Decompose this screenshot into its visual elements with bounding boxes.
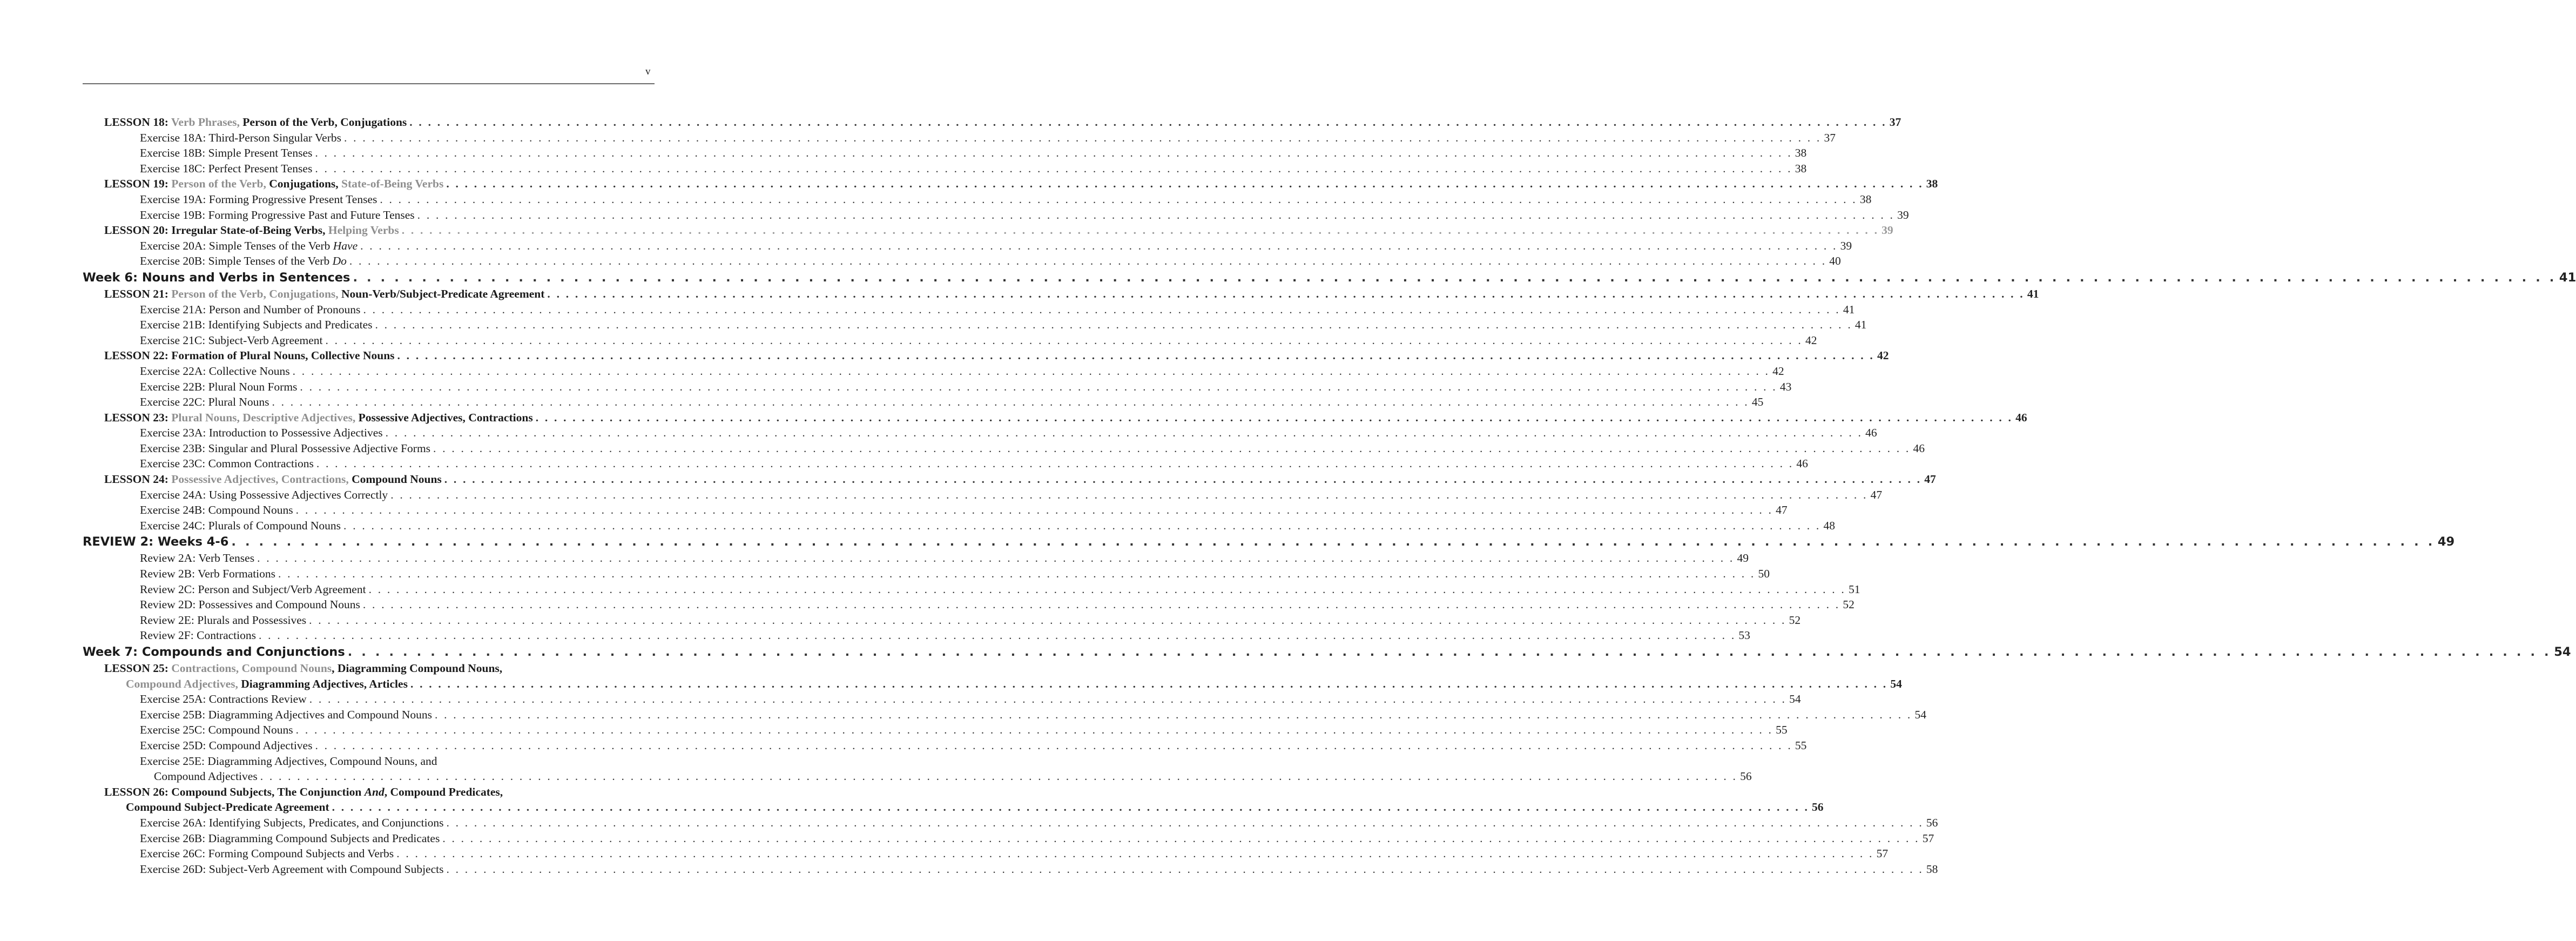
toc-title-segment: Exercise 24C: Plurals of Compound Nouns	[140, 519, 341, 532]
toc-entry-lesson[interactable]	[83, 472, 1936, 487]
toc-entry-title	[83, 533, 228, 550]
toc-page-number: 52	[1843, 598, 1855, 611]
toc-entry-ex[interactable]	[83, 487, 1883, 503]
toc-entry-title	[140, 846, 394, 862]
dot-leader: . . . . . . . . . . . . . . . . . . . . . . . . . . . . . . . . . . . . . . . . . . . . . . . . . . . . . . . . . . . . . . . . . . . . . . . . . . . . . . . . . . . . . . . . . . . . . . . . . . . . . . . . . . . . . . . . . . . . . . . . . . . . . . . . . . . . . . . . . . . . . . . . . . . . . . . . . . . . . . . .	[442, 831, 1920, 845]
toc-entry-ex[interactable]	[83, 831, 1934, 846]
toc-entry-week[interactable]	[83, 269, 2576, 286]
toc-title-segment: Review 2F: Contractions	[140, 629, 256, 642]
toc-page-number: 50	[1758, 567, 1770, 581]
dot-leader: . . . . . . . . . . . . . . . . . . . . . . . . . . . . . . . . . . . . . . . . . . . . . . . . . . . . . . . . . . . . . . . . . . . . . . . . . . . . . . . . . . . . . . . . . . . . . . . . . . . . . . . . . . . . . . . . . . . . . . . . . . . . . . . . . . . . . . . . . . . . . . . . . . . . . . . . . . . . . . . .	[258, 629, 1736, 642]
toc-page-number: 57	[1876, 847, 1889, 861]
toc-page-number: 47	[1924, 473, 1936, 486]
toc-page-number: 41	[1855, 318, 1867, 332]
toc-entry-title	[104, 176, 443, 192]
toc-entry-title	[104, 472, 442, 487]
toc-entry-title	[126, 799, 329, 815]
toc-entry-ex[interactable]	[83, 130, 1836, 146]
toc-page-number: 37	[1824, 131, 1836, 144]
toc-entry-title	[140, 582, 366, 597]
dot-leader: . . . . . . . . . . . . . . . . . . . . . . . . . . . . . . . . . . . . . . . . . . . . . . . . . . . . . . . . . . . . . . . . . . . . . . . . . . . . . . . . . . . . . . . . . . . . . . . . . . . . . . . . . . . . . . . . . . . . . . . . . . . . . . . . . . . . . . . . . . . . . . . . . . . . . . . . . . . . . . . .	[446, 177, 1924, 191]
dot-leader: . . . . . . . . . . . . . . . . . . . . . . . . . . . . . . . . . . . . . . . . . . . . . . . . . . . . . . . . . . . . . . . . . . . . . . . . . . . . . . . . . . . . . . . . . . . . . . . . . . . . . . . . . . . . . . . . . . . . . . . . . . . . . . . . . . . . . . . . . . . . . . . . . . . . . . . . . . . . . . . .	[300, 380, 1777, 393]
toc-page-number: 38	[1859, 192, 1872, 206]
toc-entry-title	[140, 707, 432, 723]
dot-leader: . . . . . . . . . . . . . . . . . . . . . . . . . . . . . . . . . . . . . . . . . . . . . . . . . . . . . . . . . . . . . . . . . . . . . . . . . . . . . . . . . . . . . . . . . . . . . . . . . . . . . . . . . . . . . . . . . . . . . . . . . . . . . . . . . . . . . . . . . . . . . . . . . . . . . . . . . . . . . . . .	[315, 146, 1792, 160]
toc-page-number: 54	[2554, 645, 2571, 659]
dot-leader: . . . . . . . . . . . . . . . . . . . . . . . . . . . . . . . . . . . . . . . . . . . . . . . . . . . . . . . . . . . . . . . . . . . . . . . . . . . . . . . . . . . . . . . . . . . . . . . . . . . . . . . . . . . . . . . . . . . . . . . . . . . . . . . . . . . . . . . . . . . . . . . . . . . . . . . . . . . . . . . .	[362, 598, 1840, 611]
toc-title-segment: Exercise 26A: Identifying Subjects, Predicates, and Conjunctions	[140, 816, 444, 829]
toc-page-number: 54	[1890, 677, 1902, 690]
dot-leader: . . . . . . . . . . . . . . . . . . . . . . . . . . . . . . . . . . . . . . . . . . . . . . . . . . . . . . . . . . . . . . . . . . . . . . . . . . . . . . . . . . . . . . . . . . . . . . . . . . . . . . . . . . . . . . . . . . . . . . . . . . . . . . . . . . . . . . . . . . . . . . . . . . . . . . . . . . . . . . . .	[315, 738, 1792, 752]
toc-entry-ex[interactable]	[83, 425, 1877, 441]
toc-title-segment: Do	[332, 254, 347, 268]
toc-title-segment: , Compound Predicates,	[384, 785, 503, 798]
toc-title-segment: Week 7: Compounds and Conjunctions	[83, 645, 345, 659]
toc-entry-ex[interactable]	[83, 566, 1770, 582]
toc-entry-lesson[interactable]	[83, 286, 2039, 302]
toc-title-segment: Review 2D: Possessives and Compound Nouns	[140, 598, 360, 611]
dot-leader: . . . . . . . . . . . . . . . . . . . . . . . . . . . . . . . . . . . . . . . . . . . . . . . . . . . . . . . . . . . . . . . . . . . . . . . . . . . . . . . . . . . . . . . . . . . . . . . . . . . . . . . . . . . . . . . . . . . . . . . . . . . . . . . . . . . . . . . . . . . . . . . . . . . . . . . . . . . . . . . .	[349, 254, 1827, 268]
toc-title-segment: Have	[333, 239, 358, 252]
toc-page-number: 47	[1870, 488, 1883, 501]
toc-entry-title	[140, 550, 254, 566]
toc-title-segment: Exercise 18C: Perfect Present Tenses	[140, 162, 313, 175]
toc-entry-title	[140, 738, 312, 754]
dot-leader: . . . . . . . . . . . . . . . . . . . . . . . . . . . . . . . . . . . . . . . . . . . . . . . . . . . . . . . . . . . . . . . . . . . . . . . . . . . . . . . . . . . . . . . . . . . . . . . . . . . . . . . . . . . . . . . . . . . . . . . . . . . . . . . . . . . . . . . . . . . . . . . . . . . . . . . . . . . . . . . .	[444, 473, 1922, 486]
toc-entry-week[interactable]	[83, 533, 2455, 550]
toc-title-segment: Exercise 22A: Collective Nouns	[140, 364, 290, 378]
toc-title-segment: Exercise 24B: Compound Nouns	[140, 503, 293, 517]
toc-page-number: 49	[2437, 535, 2455, 549]
toc-title-segment: LESSON 20: Irregular State-of-Being Verbs,	[104, 224, 328, 237]
toc-page-number: 38	[1795, 162, 1807, 175]
toc-entry-title	[83, 643, 345, 661]
dot-leader: . . . . . . . . . . . . . . . . . . . . . . . . . . . . . . . . . . . . . . . . . . . . . . . . . . . . . . . . . . . . . . . . . . . . . . . . . . . . . . . . . . . . . . . . . . . . . . . . . . . . . . . . . . . . . . . . . . . . . . . . . . . . . . . . . . . . . . . . . . . . . . . . . . . . . . . . . . . . . . . .	[353, 270, 2557, 285]
toc-entry-lesson[interactable]	[83, 348, 1889, 364]
toc-entry-ex[interactable]	[83, 815, 1938, 831]
toc-entry-title	[140, 628, 256, 643]
toc-entry-lesson[interactable]	[83, 410, 2027, 426]
toc-entry-ex[interactable]	[83, 550, 1749, 566]
toc-title-segment: Verb Phrases,	[171, 116, 243, 129]
dot-leader: . . . . . . . . . . . . . . . . . . . . . . . . . . . . . . . . . . . . . . . . . . . . . . . . . . . . . . . . . . . . . . . . . . . . . . . . . . . . . . . . . . . . . . . . . . . . . . . . . . . . . . . . . . . . . . . . . . . . . . . . . . . . . . . . . . . . . . . . . . . . . . . . . . . . . . . . . . . . . . . .	[344, 131, 1822, 144]
toc-page-number: 39	[1882, 224, 1893, 237]
toc-entry-title	[140, 333, 323, 348]
toc-title-segment: Exercise 26B: Diagramming Compound Subjects and Predicates	[140, 831, 440, 845]
toc-page-number: 46	[1913, 441, 1925, 455]
toc-entry-title	[140, 566, 275, 582]
toc-title-segment: LESSON 19:	[104, 177, 172, 191]
toc-page-number: 53	[1738, 629, 1750, 642]
toc-entry-ex[interactable]	[83, 862, 1938, 877]
toc-title-segment: LESSON 21:	[104, 287, 172, 300]
table-of-contents	[83, 115, 2576, 877]
toc-title-segment: Compound Adjectives,	[126, 677, 241, 690]
toc-entry-ex[interactable]	[83, 238, 1852, 254]
toc-entry-title	[126, 676, 408, 692]
toc-title-segment: Exercise 20A: Simple Tenses of the Verb	[140, 239, 333, 252]
toc-entry-title	[140, 613, 306, 628]
toc-entry-ex[interactable]	[83, 333, 1817, 348]
toc-entry-ex[interactable]	[83, 317, 1867, 333]
toc-entry-lesson[interactable]	[83, 784, 655, 800]
dot-leader: . . . . . . . . . . . . . . . . . . . . . . . . . . . . . . . . . . . . . . . . . . . . . . . . . . . . . . . . . . . . . . . . . . . . . . . . . . . . . . . . . . . . . . . . . . . . . . . . . . . . . . . . . . . . . . . . . . . . . . . . . . . . . . . . . . . . . . . . . . . . . . . . . . . . . . . . . . . . . . . .	[309, 693, 1787, 706]
toc-page-number: 55	[1776, 723, 1788, 737]
toc-entry-title	[104, 115, 407, 130]
dot-leader: . . . . . . . . . . . . . . . . . . . . . . . . . . . . . . . . . . . . . . . . . . . . . . . . . . . . . . . . . . . . . . . . . . . . . . . . . . . . . . . . . . . . . . . . . . . . . . . . . . . . . . . . . . . . . . . . . . . . . . . . . . . . . . . . . . . . . . . . . . . . . . . . . . . . . . . . . . . . . . . .	[325, 333, 1803, 347]
toc-entry-title	[140, 317, 372, 333]
toc-entry-lesson-cont[interactable]	[83, 799, 1824, 815]
toc-page-number: 56	[1926, 816, 1938, 829]
toc-entry-title	[104, 348, 395, 364]
toc-page-number: 46	[2015, 411, 2027, 424]
toc-entry-title	[140, 722, 293, 738]
dot-leader: . . . . . . . . . . . . . . . . . . . . . . . . . . . . . . . . . . . . . . . . . . . . . . . . . . . . . . . . . . . . . . . . . . . . . . . . . . . . . . . . . . . . . . . . . . . . . . . . . . . . . . . . . . . . . . . . . . . . . . . . . . . . . . . . . . . . . . . . . . . . . . . . . . . . . . . . . . . . . . . .	[397, 349, 1874, 362]
toc-title-segment: Exercise 20B: Simple Tenses of the Verb	[140, 254, 333, 268]
toc-title-segment: Exercise 22C: Plural Nouns	[140, 395, 269, 409]
toc-title-segment: Review 2A: Verb Tenses	[140, 552, 255, 565]
toc-entry-title	[104, 286, 544, 302]
toc-entry-ex-cont[interactable]	[83, 769, 1752, 784]
toc-title-segment: Exercise 23C: Common Contractions	[140, 457, 314, 470]
dot-leader: . . . . . . . . . . . . . . . . . . . . . . . . . . . . . . . . . . . . . . . . . . . . . . . . . . . . . . . . . . . . . . . . . . . . . . . . . . . . . . . . . . . . . . . . . . . . . . . . . . . . . . . . . . . . . . . . . . . . . . . . . . . . . . . . . . . . . . . . . . . . . . . . . . . . . . . . . . . . . . . .	[343, 519, 1821, 532]
toc-entry-title	[140, 130, 341, 146]
toc-entry-ex[interactable]	[83, 628, 1750, 643]
toc-title-segment: Exercise 22B: Plural Noun Forms	[140, 380, 298, 393]
dot-leader: . . . . . . . . . . . . . . . . . . . . . . . . . . . . . . . . . . . . . . . . . . . . . . . . . . . . . . . . . . . . . . . . . . . . . . . . . . . . . . . . . . . . . . . . . . . . . . . . . . . . . . . . . . . . . . . . . . . . . . . . . . . . . . . . . . . . . . . . . . . . . . . . . . . . . . . . . . . . . . . .	[315, 162, 1792, 175]
toc-title-segment: Review 2E: Plurals and Possessives	[140, 613, 307, 627]
toc-entry-title	[140, 192, 377, 207]
toc-entry-ex[interactable]	[83, 456, 1808, 472]
toc-page-number: 41	[2559, 270, 2576, 285]
toc-entry-title	[104, 410, 533, 426]
toc-title-segment: And	[364, 785, 385, 798]
toc-entry-title	[140, 691, 307, 707]
toc-title-segment: Exercise 25B: Diagramming Adjectives and Compound Nouns	[140, 708, 432, 721]
toc-entry-title	[140, 502, 293, 518]
toc-entry-title	[140, 815, 443, 831]
toc-title-segment: REVIEW 2: Weeks 4-6	[83, 535, 229, 549]
toc-page-number: 58	[1926, 862, 1938, 876]
toc-title-segment: Exercise 23B: Singular and Plural Possessive Adjective Forms	[140, 441, 431, 455]
toc-page-number: 56	[1740, 770, 1752, 783]
toc-title-segment: Exercise 23A: Introduction to Possessive Adjectives	[140, 426, 383, 440]
dot-leader: . . . . . . . . . . . . . . . . . . . . . . . . . . . . . . . . . . . . . . . . . . . . . . . . . . . . . . . . . . . . . . . . . . . . . . . . . . . . . . . . . . . . . . . . . . . . . . . . . . . . . . . . . . . . . . . . . . . . . . . . . . . . . . . . . . . . . . . . . . . . . . . . . . . . . . . . . . . . . . . .	[535, 411, 2013, 424]
toc-entry-title	[140, 597, 360, 613]
toc-entry-ex[interactable]	[83, 502, 1788, 518]
dot-leader: . . . . . . . . . . . . . . . . . . . . . . . . . . . . . . . . . . . . . . . . . . . . . . . . . . . . . . . . . . . . . . . . . . . . . . . . . . . . . . . . . . . . . . . . . . . . . . . . . . . . . . . . . . . . . . . . . . . . . . . . . . . . . . . . . . . . . . . . . . . . . . . . . . . . . . . . . . . . . . . .	[260, 770, 1738, 783]
toc-title-segment: Exercise 25A: Contractions Review	[140, 693, 307, 706]
toc-entry-title	[140, 161, 312, 177]
toc-title-segment: Helping Verbs	[328, 224, 399, 237]
toc-page-number: 46	[1796, 457, 1808, 470]
toc-title-segment: Possessive Adjectives, Contractions,	[171, 473, 352, 486]
toc-title-segment: Exercise 25D: Compound Adjectives	[140, 738, 313, 752]
dot-leader: . . . . . . . . . . . . . . . . . . . . . . . . . . . . . . . . . . . . . . . . . . . . . . . . . . . . . . . . . . . . . . . . . . . . . . . . . . . . . . . . . . . . . . . . . . . . . . . . . . . . . . . . . . . . . . . . . . . . . . . . . . . . . . . . . . . . . . . . . . . . . . . . . . . . . . . . . . . . . . . .	[278, 567, 1756, 581]
toc-title-segment: Exercise 21B: Identifying Subjects and Predicates	[140, 318, 373, 332]
toc-entry-ex[interactable]	[83, 738, 1807, 754]
toc-page-number: 38	[1926, 177, 1938, 191]
toc-title-segment: Plural Nouns, Descriptive Adjectives,	[171, 411, 359, 424]
toc-entry-title	[140, 862, 443, 877]
toc-entry-lesson[interactable]	[83, 176, 1938, 192]
toc-entry-title	[140, 253, 347, 269]
toc-entry-lesson[interactable]	[83, 115, 1901, 130]
toc-entry-ex[interactable]	[83, 441, 1925, 456]
toc-title-segment: Exercise 24A: Using Possessive Adjectives Correctly	[140, 488, 388, 501]
toc-entry-ex[interactable]	[83, 846, 1889, 862]
toc-page-number: 37	[1889, 116, 1901, 129]
toc-entry-title	[140, 456, 314, 472]
toc-page-number: 46	[1865, 426, 1877, 440]
toc-title-segment: LESSON 25:	[104, 662, 172, 675]
toc-entry-ex[interactable]	[83, 379, 1792, 395]
dot-leader: . . . . . . . . . . . . . . . . . . . . . . . . . . . . . . . . . . . . . . . . . . . . . . . . . . . . . . . . . . . . . . . . . . . . . . . . . . . . . . . . . . . . . . . . . . . . . . . . . . . . . . . . . . . . . . . . . . . . . . . . . . . . . . . . . . . . . . . . . . . . . . . . . . . . . . . . . . . . . . . .	[390, 488, 1868, 501]
toc-entry-lesson[interactable]	[83, 223, 1893, 238]
toc-page-number: 39	[1897, 208, 1909, 221]
toc-title-segment: State-of-Being Verbs	[341, 177, 444, 191]
toc-entry-title	[104, 661, 502, 676]
toc-entry-title	[154, 769, 258, 784]
page-number: v	[645, 66, 651, 77]
toc-page-number: 54	[1789, 693, 1801, 706]
toc-page-number: 52	[1789, 613, 1801, 627]
dot-leader: . . . . . . . . . . . . . . . . . . . . . . . . . . . . . . . . . . . . . . . . . . . . . . . . . . . . . . . . . . . . . . . . . . . . . . . . . . . . . . . . . . . . . . . . . . . . . . . . . . . . . . . . . . . . . . . . . . . . . . . . . . . . . . . . . . . . . . . . . . . . . . . . . . . . . . . . . . . . . . . .	[363, 303, 1840, 316]
toc-page-number: 41	[1843, 303, 1855, 316]
dot-leader: . . . . . . . . . . . . . . . . . . . . . . . . . . . . . . . . . . . . . . . . . . . . . . . . . . . . . . . . . . . . . . . . . . . . . . . . . . . . . . . . . . . . . . . . . . . . . . . . . . . . . . . . . . . . . . . . . . . . . . . . . . . . . . . . . . . . . . . . . . . . . . . . . . . . . . . . . . . . . . . .	[446, 816, 1924, 829]
toc-page-number: 38	[1795, 146, 1807, 160]
dot-leader: . . . . . . . . . . . . . . . . . . . . . . . . . . . . . . . . . . . . . . . . . . . . . . . . . . . . . . . . . . . . . . . . . . . . . . . . . . . . . . . . . . . . . . . . . . . . . . . . . . . . . . . . . . . . . . . . . . . . . . . . . . . . . . . . . . . . . . . . . . . . . . . . . . . . . . . . . . . . . . . .	[410, 677, 1888, 690]
toc-title-segment: LESSON 22: Formation of Plural Nouns, Collective Nouns	[104, 349, 395, 362]
toc-title-segment: Exercise 25E: Diagramming Adjectives, Compound Nouns, and	[140, 754, 437, 768]
toc-title-segment: , Diagramming Compound Nouns,	[332, 662, 503, 675]
toc-entry-ex[interactable]	[83, 207, 1909, 223]
toc-title-segment: Review 2B: Verb Formations	[140, 567, 276, 581]
dot-leader: . . . . . . . . . . . . . . . . . . . . . . . . . . . . . . . . . . . . . . . . . . . . . . . . . . . . . . . . . . . . . . . . . . . . . . . . . . . . . . . . . . . . . . . . . . . . . . . . . . . . . . . . . . . . . . . . . . . . . . . . . . . . . . . . . . . . . . . . . . . . . . . . . . . . . . . . . . . . . . . .	[401, 224, 1879, 237]
toc-page-number: 42	[1805, 333, 1817, 347]
toc-entry-ex[interactable]	[83, 722, 1788, 738]
dot-leader: . . . . . . . . . . . . . . . . . . . . . . . . . . . . . . . . . . . . . . . . . . . . . . . . . . . . . . . . . . . . . . . . . . . . . . . . . . . . . . . . . . . . . . . . . . . . . . . . . . . . . . . . . . . . . . . . . . . . . . . . . . . . . . . . . . . . . . . . . . . . . . . . . . . . . . . . . . . . . . . .	[435, 708, 1912, 721]
toc-title-segment: Diagramming Adjectives, Articles	[241, 677, 408, 690]
toc-title-segment: Exercise 25C: Compound Nouns	[140, 723, 293, 737]
toc-entry-lesson[interactable]	[83, 661, 655, 676]
toc-entry-ex[interactable]	[83, 145, 1807, 161]
toc-title-segment: Exercise 18A: Third-Person Singular Verbs	[140, 131, 342, 144]
toc-entry-title	[104, 223, 399, 238]
toc-entry-title	[140, 364, 290, 379]
toc-title-segment: Noun-Verb/Subject-Predicate Agreement	[341, 287, 545, 300]
dot-leader: . . . . . . . . . . . . . . . . . . . . . . . . . . . . . . . . . . . . . . . . . . . . . . . . . . . . . . . . . . . . . . . . . . . . . . . . . . . . . . . . . . . . . . . . . . . . . . . . . . . . . . . . . . . . . . . . . . . . . . . . . . . . . . . . . . . . . . . . . . . . . . . . . . . . . . . . . . . . . . . .	[417, 208, 1895, 221]
header-rule	[83, 83, 655, 84]
toc-entry-ex[interactable]	[83, 582, 1860, 597]
toc-page-number: 43	[1779, 380, 1792, 393]
toc-entry-title	[140, 754, 437, 769]
toc-page-number: 51	[1849, 582, 1860, 596]
toc-entry-title	[104, 784, 503, 800]
toc-page-number: 40	[1829, 254, 1841, 268]
toc-title-segment: Compound Nouns	[352, 473, 442, 486]
toc-entry-title	[140, 238, 358, 254]
toc-title-segment: Review 2C: Person and Subject/Verb Agreement	[140, 582, 366, 596]
toc-entry-title	[140, 207, 415, 223]
toc-title-segment: Person of the Verb, Conjugations,	[171, 287, 342, 300]
toc-entry-ex[interactable]	[83, 754, 655, 769]
toc-entry-ex[interactable]	[83, 707, 1926, 723]
toc-title-segment: Exercise 19B: Forming Progressive Past and Future Tenses	[140, 208, 415, 221]
toc-entry-title	[140, 394, 269, 410]
toc-entry-ex[interactable]	[83, 518, 1835, 534]
dot-leader: . . . . . . . . . . . . . . . . . . . . . . . . . . . . . . . . . . . . . . . . . . . . . . . . . . . . . . . . . . . . . . . . . . . . . . . . . . . . . . . . . . . . . . . . . . . . . . . . . . . . . . . . . . . . . . . . . . . . . . . . . . . . . . . . . . . . . . . . . . . . . . . . . . . . . . . . . . . . . . . .	[360, 239, 1838, 252]
toc-title-segment: LESSON 24:	[104, 473, 172, 486]
toc-title-segment: Contractions, Compound Nouns	[171, 662, 332, 675]
toc-entry-title	[140, 518, 341, 534]
toc-entry-title	[140, 302, 360, 318]
dot-leader: . . . . . . . . . . . . . . . . . . . . . . . . . . . . . . . . . . . . . . . . . . . . . . . . . . . . . . . . . . . . . . . . . . . . . . . . . . . . . . . . . . . . . . . . . . . . . . . . . . . . . . . . . . . . . . . . . . . . . . . . . . . . . . . . . . . . . . . . . . . . . . . . . . . . . . . . . . . . . . . .	[295, 503, 1773, 517]
dot-leader: . . . . . . . . . . . . . . . . . . . . . . . . . . . . . . . . . . . . . . . . . . . . . . . . . . . . . . . . . . . . . . . . . . . . . . . . . . . . . . . . . . . . . . . . . . . . . . . . . . . . . . . . . . . . . . . . . . . . . . . . . . . . . . . . . . . . . . . . . . . . . . . . . . . . . . . . . . . . . . . .	[547, 287, 2025, 300]
toc-entry-title	[140, 831, 440, 846]
toc-entry-title	[140, 379, 297, 395]
toc-page-number: 54	[1914, 708, 1926, 721]
toc-entry-ex[interactable]	[83, 161, 1807, 177]
toc-page-number: 48	[1823, 519, 1835, 532]
toc-entry-title	[140, 145, 312, 161]
toc-title-segment: Exercise 26C: Forming Compound Subjects and Verbs	[140, 847, 394, 861]
toc-title-segment: Exercise 21C: Subject-Verb Agreement	[140, 333, 323, 347]
toc-page-number: 57	[1922, 831, 1934, 845]
toc-entry-title	[83, 269, 350, 286]
toc-entry-title	[140, 425, 383, 441]
dot-leader: . . . . . . . . . . . . . . . . . . . . . . . . . . . . . . . . . . . . . . . . . . . . . . . . . . . . . . . . . . . . . . . . . . . . . . . . . . . . . . . . . . . . . . . . . . . . . . . . . . . . . . . . . . . . . . . . . . . . . . . . . . . . . . . . . . . . . . . . . . . . . . . . . . . . . . . . . . . . . . . .	[295, 723, 1773, 737]
toc-entry-title	[140, 441, 430, 456]
toc-entry-ex[interactable]	[83, 691, 1801, 707]
dot-leader: . . . . . . . . . . . . . . . . . . . . . . . . . . . . . . . . . . . . . . . . . . . . . . . . . . . . . . . . . . . . . . . . . . . . . . . . . . . . . . . . . . . . . . . . . . . . . . . . . . . . . . . . . . . . . . . . . . . . . . . . . . . . . . . . . . . . . . . . . . . . . . . . . . . . . . . . . . . . . . . .	[385, 426, 1863, 440]
dot-leader: . . . . . . . . . . . . . . . . . . . . . . . . . . . . . . . . . . . . . . . . . . . . . . . . . . . . . . . . . . . . . . . . . . . . . . . . . . . . . . . . . . . . . . . . . . . . . . . . . . . . . . . . . . . . . . . . . . . . . . . . . . . . . . . . . . . . . . . . . . . . . . . . . . . . . . . . . . . . . . . .	[375, 318, 1852, 332]
toc-title-segment: Exercise 18B: Simple Present Tenses	[140, 146, 313, 160]
toc-title-segment: LESSON 23:	[104, 411, 172, 424]
toc-entry-lesson-cont[interactable]	[83, 676, 1902, 692]
dot-leader: . . . . . . . . . . . . . . . . . . . . . . . . . . . . . . . . . . . . . . . . . . . . . . . . . . . . . . . . . . . . . . . . . . . . . . . . . . . . . . . . . . . . . . . . . . . . . . . . . . . . . . . . . . . . . . . . . . . . . . . . . . . . . . . . . . . . . . . . . . . . . . . . . . . . . . . . . . . . . . . .	[446, 862, 1924, 876]
toc-title-segment: Compound Adjectives	[154, 770, 258, 783]
toc-title-segment: LESSON 18:	[104, 116, 171, 129]
toc-title-segment: Exercise 26D: Subject-Verb Agreement with Compound Subjects	[140, 862, 444, 876]
toc-entry-ex[interactable]	[83, 364, 1784, 379]
toc-entry-week[interactable]	[83, 643, 2571, 661]
dot-leader: . . . . . . . . . . . . . . . . . . . . . . . . . . . . . . . . . . . . . . . . . . . . . . . . . . . . . . . . . . . . . . . . . . . . . . . . . . . . . . . . . . . . . . . . . . . . . . . . . . . . . . . . . . . . . . . . . . . . . . . . . . . . . . . . . . . . . . . . . . . . . . . . . . . . . . . . . . . . . . . .	[257, 552, 1735, 565]
toc-title-segment: Person of the Verb,	[171, 177, 269, 191]
toc-entry-ex[interactable]	[83, 302, 1855, 318]
dot-leader: . . . . . . . . . . . . . . . . . . . . . . . . . . . . . . . . . . . . . . . . . . . . . . . . . . . . . . . . . . . . . . . . . . . . . . . . . . . . . . . . . . . . . . . . . . . . . . . . . . . . . . . . . . . . . . . . . . . . . . . . . . . . . . . . . . . . . . . . . . . . . . . . . . . . . . . . . . . . . . . .	[409, 116, 1887, 129]
toc-entry-title	[140, 487, 388, 503]
dot-leader: . . . . . . . . . . . . . . . . . . . . . . . . . . . . . . . . . . . . . . . . . . . . . . . . . . . . . . . . . . . . . . . . . . . . . . . . . . . . . . . . . . . . . . . . . . . . . . . . . . . . . . . . . . . . . . . . . . . . . . . . . . . . . . . . . . . . . . . . . . . . . . . . . . . . . . . . . . . . . . . .	[347, 645, 2552, 659]
toc-title-segment: Compound Subject-Predicate Agreement	[126, 801, 329, 814]
dot-leader: . . . . . . . . . . . . . . . . . . . . . . . . . . . . . . . . . . . . . . . . . . . . . . . . . . . . . . . . . . . . . . . . . . . . . . . . . . . . . . . . . . . . . . . . . . . . . . . . . . . . . . . . . . . . . . . . . . . . . . . . . . . . . . . . . . . . . . . . . . . . . . . . . . . . . . . . . . . . . . . .	[368, 582, 1846, 596]
dot-leader: . . . . . . . . . . . . . . . . . . . . . . . . . . . . . . . . . . . . . . . . . . . . . . . . . . . . . . . . . . . . . . . . . . . . . . . . . . . . . . . . . . . . . . . . . . . . . . . . . . . . . . . . . . . . . . . . . . . . . . . . . . . . . . . . . . . . . . . . . . . . . . . . . . . . . . . . . . . . . . . .	[433, 441, 1911, 455]
dot-leader: . . . . . . . . . . . . . . . . . . . . . . . . . . . . . . . . . . . . . . . . . . . . . . . . . . . . . . . . . . . . . . . . . . . . . . . . . . . . . . . . . . . . . . . . . . . . . . . . . . . . . . . . . . . . . . . . . . . . . . . . . . . . . . . . . . . . . . . . . . . . . . . . . . . . . . . . . . . . . . . .	[396, 847, 1874, 861]
toc-page-number: 55	[1795, 738, 1807, 752]
toc-entry-ex[interactable]	[83, 192, 1872, 207]
toc-page-number: 39	[1840, 239, 1852, 252]
toc-page-number: 49	[1737, 552, 1749, 565]
dot-leader: . . . . . . . . . . . . . . . . . . . . . . . . . . . . . . . . . . . . . . . . . . . . . . . . . . . . . . . . . . . . . . . . . . . . . . . . . . . . . . . . . . . . . . . . . . . . . . . . . . . . . . . . . . . . . . . . . . . . . . . . . . . . . . . . . . . . . . . . . . . . . . . . . . . . . . . . . . . . . . . .	[316, 457, 1794, 470]
dot-leader: . . . . . . . . . . . . . . . . . . . . . . . . . . . . . . . . . . . . . . . . . . . . . . . . . . . . . . . . . . . . . . . . . . . . . . . . . . . . . . . . . . . . . . . . . . . . . . . . . . . . . . . . . . . . . . . . . . . . . . . . . . . . . . . . . . . . . . . . . . . . . . . . . . . . . . . . . . . . . . . .	[272, 395, 1749, 409]
toc-entry-ex[interactable]	[83, 253, 1841, 269]
toc-page-number: 42	[1772, 364, 1784, 378]
toc-page-number: 45	[1751, 395, 1764, 409]
dot-leader: . . . . . . . . . . . . . . . . . . . . . . . . . . . . . . . . . . . . . . . . . . . . . . . . . . . . . . . . . . . . . . . . . . . . . . . . . . . . . . . . . . . . . . . . . . . . . . . . . . . . . . . . . . . . . . . . . . . . . . . . . . . . . . . . . . . . . . . . . . . . . . . . . . . . . . . . . . . . . . . .	[332, 801, 1810, 814]
toc-title-segment: Exercise 21A: Person and Number of Pronouns	[140, 303, 361, 316]
toc-page-number: 56	[1812, 801, 1824, 814]
toc-page-number: 42	[1877, 349, 1889, 362]
toc-entry-ex[interactable]	[83, 597, 1855, 613]
dot-leader: . . . . . . . . . . . . . . . . . . . . . . . . . . . . . . . . . . . . . . . . . . . . . . . . . . . . . . . . . . . . . . . . . . . . . . . . . . . . . . . . . . . . . . . . . . . . . . . . . . . . . . . . . . . . . . . . . . . . . . . . . . . . . . . . . . . . . . . . . . . . . . . . . . . . . . . . . . . . . . . .	[309, 613, 1786, 627]
dot-leader: . . . . . . . . . . . . . . . . . . . . . . . . . . . . . . . . . . . . . . . . . . . . . . . . . . . . . . . . . . . . . . . . . . . . . . . . . . . . . . . . . . . . . . . . . . . . . . . . . . . . . . . . . . . . . . . . . . . . . . . . . . . . . . . . . . . . . . . . . . . . . . . . . . . . . . . . . . . . . . . .	[231, 535, 2435, 549]
toc-title-segment: Person of the Verb, Conjugations	[242, 116, 407, 129]
dot-leader: . . . . . . . . . . . . . . . . . . . . . . . . . . . . . . . . . . . . . . . . . . . . . . . . . . . . . . . . . . . . . . . . . . . . . . . . . . . . . . . . . . . . . . . . . . . . . . . . . . . . . . . . . . . . . . . . . . . . . . . . . . . . . . . . . . . . . . . . . . . . . . . . . . . . . . . . . . . . . . . .	[292, 364, 1770, 378]
toc-page-number: 47	[1776, 503, 1788, 517]
toc-title-segment: LESSON 26: Compound Subjects, The Conjunction	[104, 785, 365, 798]
toc-page-number: 41	[2027, 287, 2039, 300]
dot-leader: . . . . . . . . . . . . . . . . . . . . . . . . . . . . . . . . . . . . . . . . . . . . . . . . . . . . . . . . . . . . . . . . . . . . . . . . . . . . . . . . . . . . . . . . . . . . . . . . . . . . . . . . . . . . . . . . . . . . . . . . . . . . . . . . . . . . . . . . . . . . . . . . . . . . . . . . . . . . . . . .	[380, 192, 1857, 206]
toc-title-segment: Possessive Adjectives, Contractions	[358, 411, 533, 424]
toc-title-segment: Conjugations,	[269, 177, 342, 191]
toc-entry-ex[interactable]	[83, 613, 1801, 628]
toc-entry-ex[interactable]	[83, 394, 1764, 410]
toc-title-segment: Exercise 19A: Forming Progressive Present Tenses	[140, 192, 377, 206]
toc-title-segment: Week 6: Nouns and Verbs in Sentences	[83, 270, 350, 285]
